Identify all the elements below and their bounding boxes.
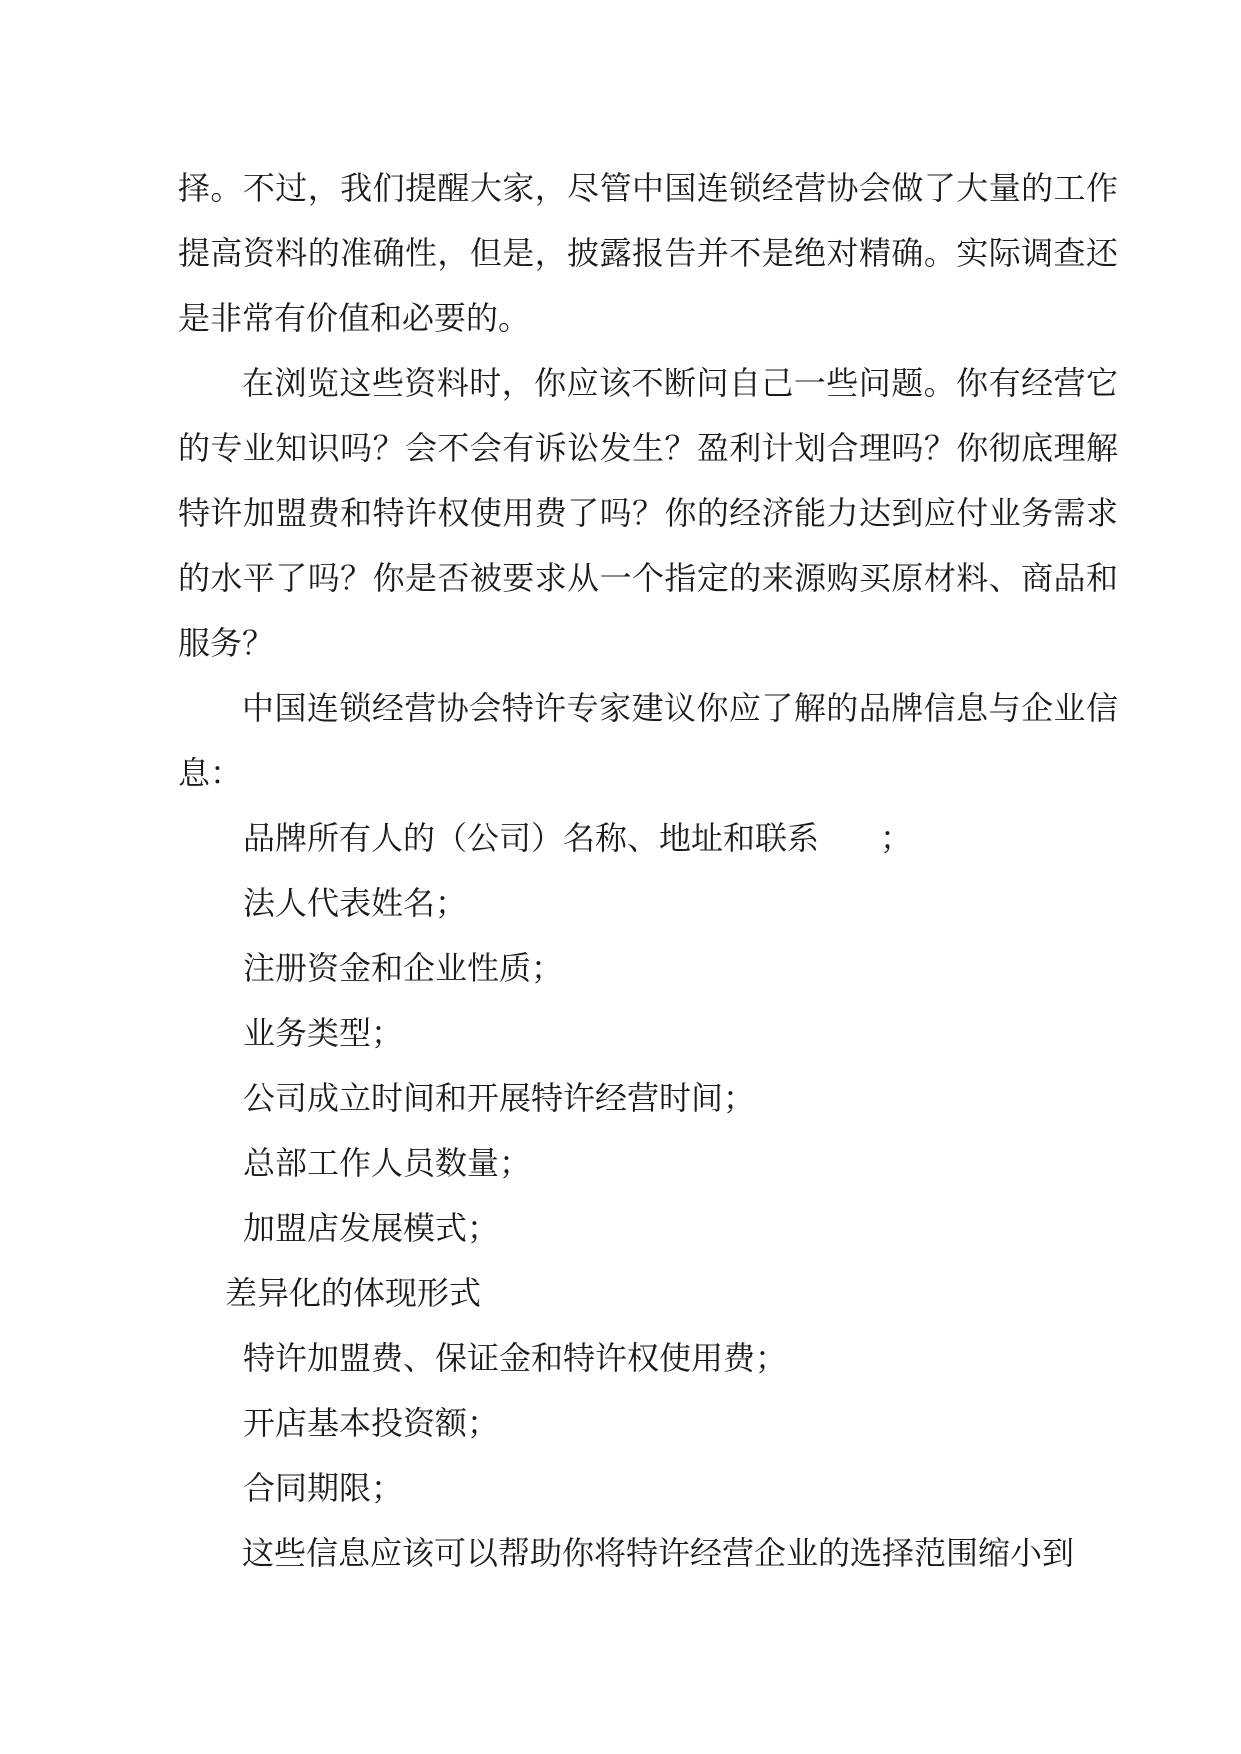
- list-item: 公司成立时间和开展特许经营时间；: [243, 1079, 756, 1117]
- paragraph-questions: 在浏览这些资料时，你应该不断问自己一些问题。你有经营它的专业知识吗？会不会有诉讼发生？盈利计划合理吗？你彻底理解特许加盟费和特许权使用费了吗？你的经济能力达到应付业务需求的水平了吗？你是否被要求从一个指定的来源购买原材料、商品和服务？: [178, 364, 1118, 662]
- list-item: 特许加盟费、保证金和特许权使用费；: [243, 1339, 788, 1377]
- paragraph-continuation: 择。不过，我们提醒大家，尽管中国连锁经营协会做了大量的工作提高资料的准确性，但是，披露报告并不是绝对精确。实际调查还是非常有价值和必要的。: [178, 169, 1118, 337]
- subheading: 差异化的体现形式: [225, 1274, 482, 1312]
- list-item: 品牌所有人的（公司）名称、地址和联系 ；: [243, 819, 913, 857]
- list-item: 总部工作人员数量；: [243, 1144, 532, 1182]
- paragraph-expert-advice: 中国连锁经营协会特许专家建议你应了解的品牌信息与企业信息：: [178, 689, 1118, 792]
- list-item: 合同期限；: [243, 1469, 404, 1507]
- list-item: 开店基本投资额；: [243, 1404, 500, 1442]
- list-item: 业务类型；: [243, 1014, 404, 1052]
- list-item: 加盟店发展模式；: [243, 1209, 500, 1247]
- paragraph-conclusion: 这些信息应该可以帮助你将特许经营企业的选择范围缩小到: [242, 1534, 1075, 1572]
- list-item: 法人代表姓名；: [243, 884, 468, 922]
- list-item: 注册资金和企业性质；: [243, 949, 564, 987]
- document-body: [178, 156, 1118, 1586]
